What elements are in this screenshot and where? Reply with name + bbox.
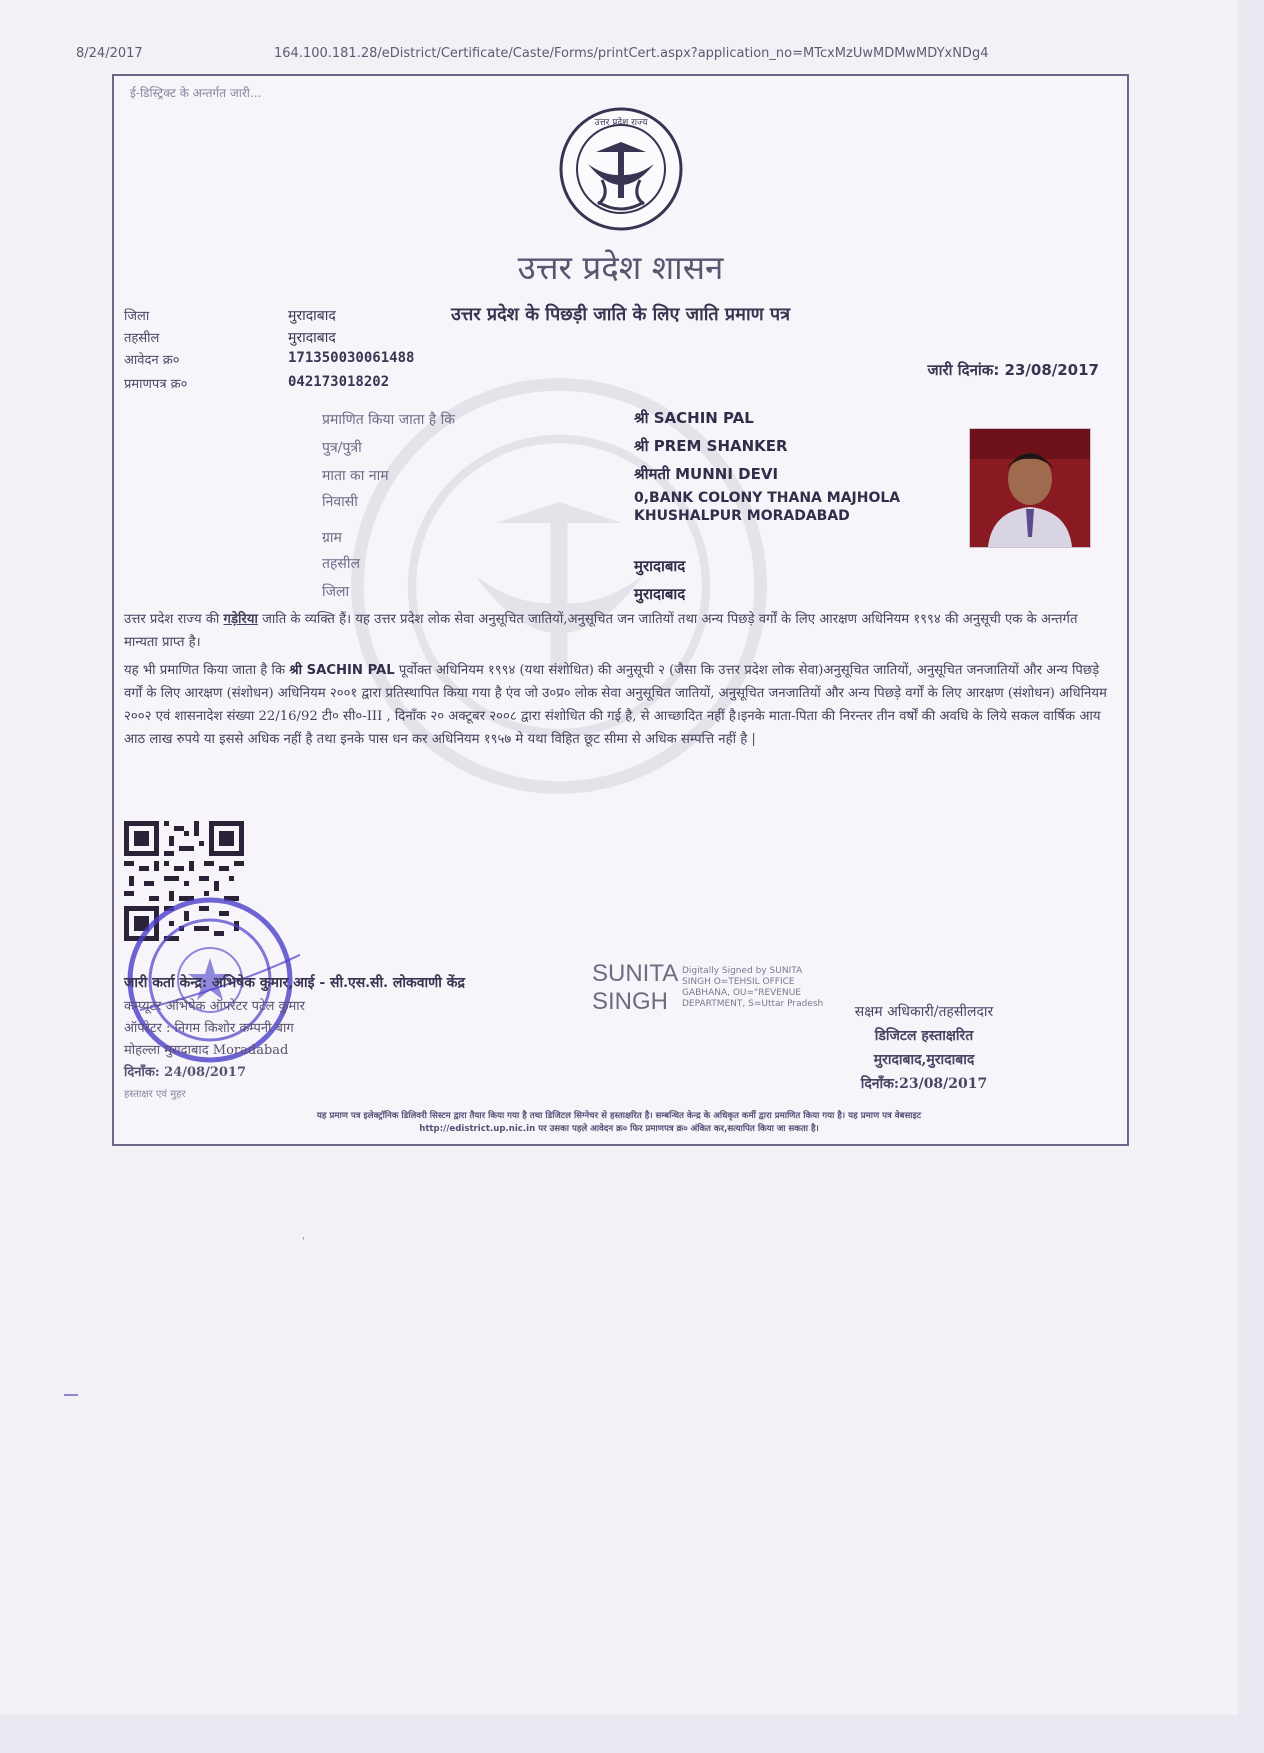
- meta-tehsil-label: तहसील: [124, 331, 160, 346]
- up-state-emblem: [558, 106, 684, 232]
- meta-certificate-number: 042173018202: [288, 374, 390, 390]
- scan-mark: [64, 1394, 78, 1396]
- meta-district-label: जिला: [124, 309, 150, 324]
- print-date: 8/24/2017: [76, 46, 143, 61]
- signer-last-name: SINGH: [592, 988, 669, 1015]
- creamy-layer-intro: यह भी प्रमाणित किया जाता है कि: [124, 663, 286, 678]
- father-name: श्री PREM SHANKER: [634, 437, 788, 455]
- emblem-caption: उत्तर प्रदेश राज्य: [594, 118, 648, 128]
- issuing-kiosk: जारी कर्ता केन्द्र: अभिषेक कुमार,आई - सी.एस.सी. लोकवाणी केंद्र: [124, 975, 465, 991]
- caste-name: गड़ेरिया: [223, 612, 258, 627]
- detail-district-label: जिला: [322, 584, 350, 600]
- verification-note-line-1: यह प्रमाण पत्र इलेक्ट्रॉनिक डिलिवरी सिस्टम द्वारा तैयार किया गया है तथा डिजिटल सिग्नेचर से हस्ताक्षरित है। सम्बन्धित केन्द्र के अधिकृत कर्मी द्वारा प्रमाणित किया गया है। यह प्रमाण पत्र वेबसाइट: [316, 1111, 922, 1121]
- digital-signature-note: Digitally Signed by SUNITA SINGH O=TEHSIL OFFICE GABHANA, OU="REVENUE DEPARTMENT, S=Uttar Pradesh: [682, 966, 824, 1009]
- kiosk-date: दिनाँक: 24/08/2017: [124, 1065, 247, 1080]
- scan-speck: ': [302, 1236, 305, 1247]
- authority-date: दिनाँक:23/08/2017: [860, 1076, 988, 1092]
- print-url: 164.100.181.28/eDistrict/Certificate/Caste/Forms/printCert.aspx?application_no=MTcxMzUwMDMwMDYxNDg4: [274, 46, 989, 61]
- verification-note-line-2: http://edistrict.up.nic.in पर उसका पहले आवेदन क्र० फिर प्रमाणपत्र क्र० अंकित कर,सत्यापित किया जा सकता है।: [419, 1124, 819, 1134]
- certificate-title: उत्तर प्रदेश के पिछड़ी जाति के लिए जाति प्रमाण पत्र: [450, 304, 791, 325]
- kiosk-line-3: मोहल्ला मुरादाबाद Moradabad: [124, 1043, 289, 1058]
- meta-district-value: मुरादाबाद: [288, 308, 336, 324]
- resident-label: निवासी: [322, 494, 358, 510]
- address-line-2: KHUSHALPUR MORADABAD: [634, 508, 850, 524]
- caste-certificate: [112, 74, 1129, 1146]
- authority-place: मुरादाबाद,मुरादाबाद: [873, 1052, 975, 1068]
- government-name: उत्तर प्रदेश शासन: [517, 248, 724, 287]
- address-line-1: 0,BANK COLONY THANA MAJHOLA: [634, 490, 901, 506]
- signer-first-name: SUNITA: [592, 960, 679, 987]
- applicant-photo: [969, 428, 1091, 548]
- creamy-layer-body: पूर्वोक्त अधिनियम १९९४ (यथा संशोधित) की अनुसूची २ (जैसा कि उत्तर प्रदेश लोक सेवा)अनुसूचित जातियों, अनुसूचित जनजातियों और अन्य पिछड़े वर्गों के लिए आरक्षण (संशोधन) अधिनियम २००१ द्वारा प्रतिस्थापित किया गया है एंव जो उ०प्र० लोक सेवा अनुसूचित जातियों, अनुसूचित जनजातियों और अन्य पिछड़े वर्गों के लिए आरक्षण (संशोधन) अधिनियम २००२ एवं शासनादेश संख्या 22/16/92 टी० सी०-III , दिनाँक २० अक्टूबर २००८ द्वारा संशोधित की गई है, से आच्छादित नहीं है।इनके माता-पिता की निरन्तर तीन वर्षों की अवधि के लिये सकल वार्षिक आय आठ लाख रुपये या इससे अधिक नहीं है तथा इनके पास धन कर अधिनियम १९५७ मे यथा विहित छूट सीमा से अधिक सम्पत्ति नहीं है |: [124, 663, 1107, 747]
- meta-application-number: 171350030061488: [288, 350, 415, 366]
- mother-label: माता का नाम: [322, 468, 389, 484]
- kiosk-signature-label: हस्ताक्षर एवं मुहर: [124, 1089, 186, 1100]
- authority-designation: सक्षम अधिकारी/तहसीलदार: [854, 1004, 994, 1020]
- village-label: ग्राम: [322, 530, 342, 546]
- meta-certificate-label: प्रमाणपत्र क्र०: [124, 377, 188, 392]
- verification-note: [124, 1110, 1114, 1136]
- kiosk-line-1: कम्प्यूटर अभिषेक ऑपरेटर पटेल कुमार: [124, 999, 305, 1014]
- caste-statement-body: जाति के व्यक्ति हैं। यह उत्तर प्रदेश लोक सेवा अनुसूचित जातियों,अनुसूचित जन जातियों तथा अन्य पिछड़े वर्गों के लिए आरक्षण अधिनियम १९९४ की अनुसूची एक के अन्तर्गत मान्यता प्राप्त है।: [124, 612, 1078, 650]
- detail-tehsil-value: मुरादाबाद: [634, 557, 686, 575]
- mother-name: श्रीमती MUNNI DEVI: [634, 465, 779, 483]
- creamy-layer-statement: [124, 659, 1114, 751]
- kiosk-line-2: ऑपरेटर : निगम किशोर कम्पनी बाग: [124, 1021, 294, 1036]
- son-of-label: पुत्र/पुत्री: [322, 440, 362, 456]
- applicant-name: श्री SACHIN PAL: [634, 409, 754, 427]
- authority-digital-signed: डिजिटल हस्ताक्षरित: [874, 1028, 974, 1044]
- meta-application-label: आवेदन क्र०: [124, 353, 180, 368]
- certify-label: प्रमाणित किया जाता है कि: [322, 412, 456, 428]
- creamy-layer-name: श्री SACHIN PAL: [289, 663, 395, 678]
- issue-date: जारी दिनांक: 23/08/2017: [927, 361, 1099, 379]
- caste-statement-intro: उत्तर प्रदेश राज्य की: [124, 612, 220, 627]
- issued-under-note: ई-डिस्ट्रिक्ट के अन्तर्गत जारी...: [130, 86, 262, 100]
- meta-tehsil-value: मुरादाबाद: [288, 330, 336, 346]
- detail-tehsil-label: तहसील: [322, 556, 360, 572]
- detail-district-value: मुरादाबाद: [634, 585, 686, 603]
- caste-statement: [124, 608, 1114, 654]
